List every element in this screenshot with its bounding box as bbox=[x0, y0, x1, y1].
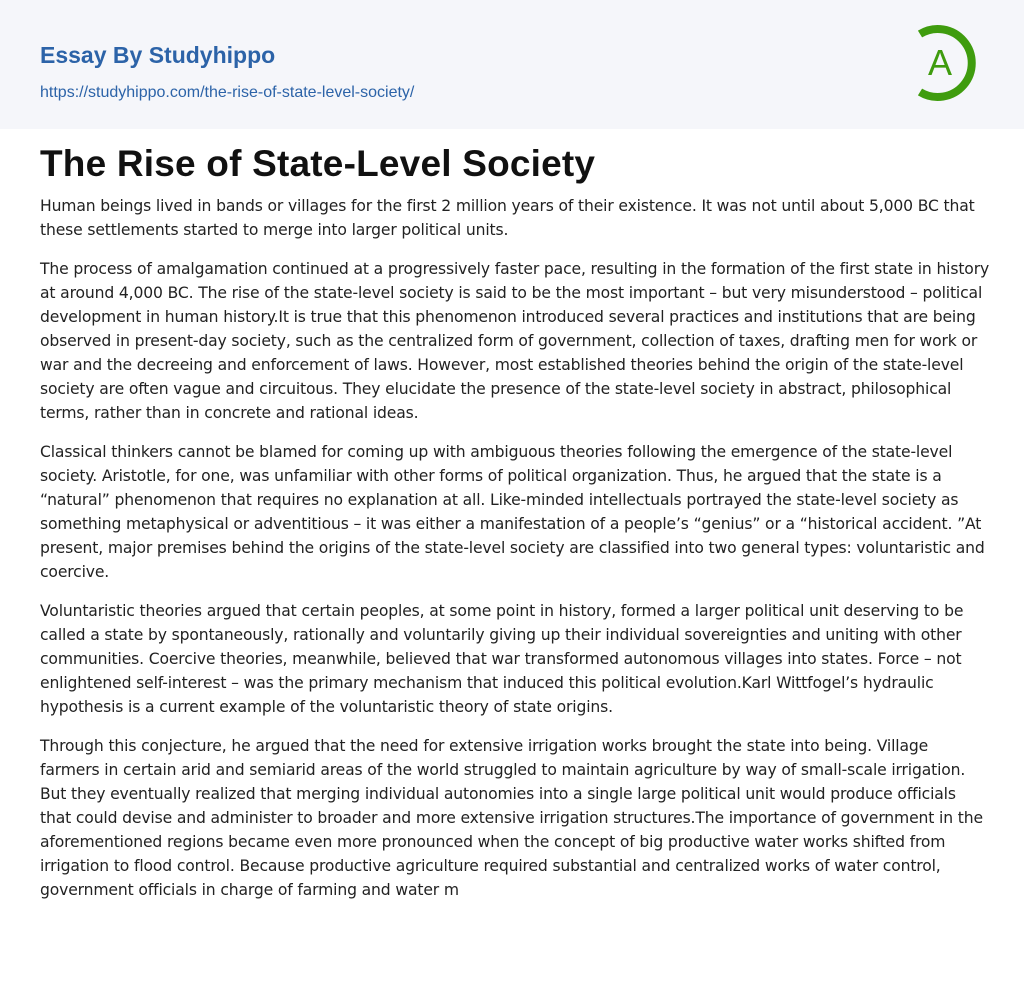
paragraph: Human beings lived in bands or villages for the first 2 million years of their existence. It was not until about 5,000 BC that these settlements started to merge into larger political units. bbox=[40, 197, 975, 239]
page-title: The Rise of State-Level Society bbox=[40, 143, 596, 184]
studyhippo-logo-icon[interactable] bbox=[912, 20, 986, 106]
paragraph: Classical thinkers cannot be blamed for coming up with ambiguous theories following the emergence of the state-level society. Aristotle, for one, was unfamiliar with other forms of political organization. Thus, he argued that the state is a “natural” phenomenon that requires no explanation at all. Like-minded intellectuals portrayed the state-level society as something metaphysical or adventitious – it was either a manifestation of a people’s “genius” or a “historical accident. ”At present, major premises behind the origins of the state-level society are classified into two general types: voluntaristic and coercive. bbox=[40, 443, 985, 581]
essay-body bbox=[40, 194, 990, 917]
paragraph: The process of amalgamation continued at a progressively faster pace, resulting in the formation of the first state in history at around 4,000 BC. The rise of the state-level society is said to be the most important – but very misunderstood – political development in human history.It is true that this phenomenon introduced several practices and institutions that are being observed in present-day society, such as the centralized form of government, collection of taxes, drafting men for work or war and the decreeing and enforcement of laws. However, most established theories behind the origin of the state-level society are often vague and circuitous. They elucidate the presence of the state-level society in abstract, philosophical terms, rather than in concrete and rational ideas. bbox=[40, 260, 990, 422]
svg-text:A: A bbox=[927, 42, 953, 83]
paragraph: Voluntaristic theories argued that certain peoples, at some point in history, formed a larger political unit deserving to be called a state by spontaneously, rationally and voluntarily giving up their individual sovereignties and uniting with other communities. Coercive theories, meanwhile, believed that war transformed autonomous villages into states. Force – not enlightened self-interest – was the primary mechanism that induced this political evolution.Karl Wittfogel’s hydraulic hypothesis is a current example of the voluntaristic theory of state origins. bbox=[40, 602, 964, 716]
paragraph: Through this conjecture, he argued that the need for extensive irrigation works brought the state into being. Village farmers in certain arid and semiarid areas of the world struggled to maintain agriculture by way of small-scale irrigation. But they eventually realized that merging individual autonomies into a single large political unit would produce officials that could devise and administer to broader and more extensive irrigation structures.The importance of government in the aforementioned regions became even more pronounced when the concept of big productive water works shifted from irrigation to flood control. Because productive agriculture required substantial and centralized works of water control, government officials in charge of farming and water m bbox=[40, 737, 983, 899]
site-header bbox=[0, 0, 1024, 129]
brand-title: Essay By Studyhippo bbox=[40, 42, 276, 68]
essay-url-link[interactable]: https://studyhippo.com/the-rise-of-state-level-society/ bbox=[40, 84, 415, 101]
